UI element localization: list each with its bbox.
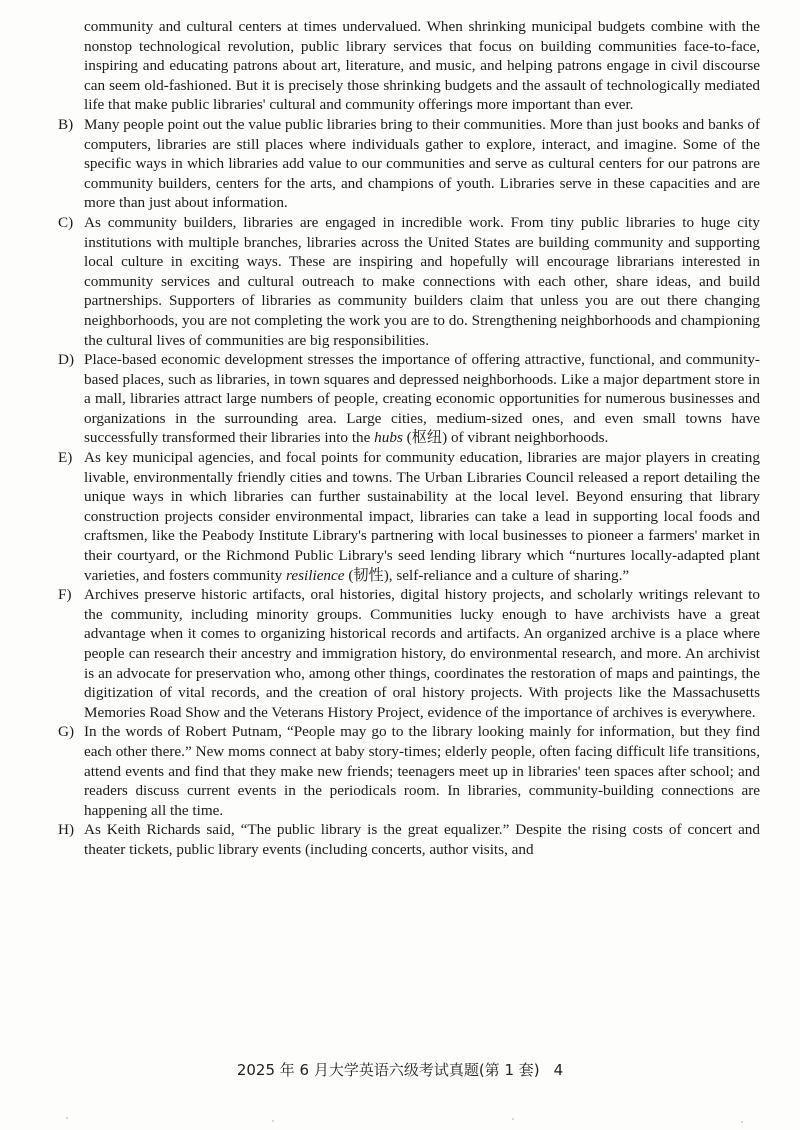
italic-term: resilience — [286, 566, 345, 584]
scan-speck — [512, 1118, 514, 1120]
footer-title: 2025 年 6 月大学英语六级考试真题(第 1 套) — [236, 1061, 540, 1079]
paragraph-marker: H) — [58, 821, 75, 839]
paragraph-marker: D) — [58, 351, 75, 369]
paragraph-d — [58, 350, 760, 448]
paragraph-text — [84, 448, 760, 585]
paragraph-marker: E) — [58, 449, 73, 467]
paragraph-marker: G) — [58, 723, 75, 741]
text-segment: (韧性), self-reliance and a culture of sharing.” — [348, 566, 630, 584]
paragraph-e — [58, 448, 760, 585]
scan-speck — [66, 1117, 68, 1119]
text-segment: As key municipal agencies, and focal points for community education, libraries are major players in creating livable, environmentally friendly cities and towns. The Urban Libraries Council released a report detailing the unique ways in which libraries can further sustainability at the local level. Beyond ensuring that library construction projects consider environmental impact, libraries can take a lead in supporting local foods and craftsmen, like the Peabody Institute Library's partnering with local businesses to pioneer a farmers' market in their courtyard, or the Richmond Public Library's seed lending library which “nurtures locally-adapted plant varieties, and fosters community — [84, 449, 760, 584]
paragraph-b — [58, 115, 760, 213]
paragraph-h — [58, 820, 760, 859]
paragraph-text — [84, 350, 760, 448]
text-segment: Place-based economic development stresses the importance of offering attractive, functional, and community-based places, such as libraries, in town squares and depressed neighborhoods. Like a major department store in a mall, libraries attract large numbers of people, creating economic opportunities for numerous businesses and organizations in the surrounding area. Large cities, medium-sized ones, and even small towns have successfully transformed their libraries into the — [84, 351, 760, 447]
paragraph-text: In the words of Robert Putnam, “People may go to the library looking mainly for information, but they find each other there.” New moms connect at baby story-times; elderly people, often facing difficult life transitions, attend events and find that they make new friends; teenagers meet up in libraries' teen spaces after school; and readers discuss current events in the periodicals room. In libraries, community-building connections are happening all the time. — [84, 723, 760, 819]
paragraph-c — [58, 213, 760, 350]
paragraph-text: As community builders, libraries are engaged in incredible work. From tiny public libraries to huge city institutions with multiple branches, libraries across the United States are building community and supporting local culture in exciting ways. These are inspiring and hopefully will encourage librarians interested in community services and cultural outreach to make connections with each other, share ideas, and build partnerships. Supporters of libraries as community builders claim that unless you are out there changing neighborhoods, you are not completing the work you are to do. Strengthening neighborhoods and championing the cultural lives of communities are big responsibilities. — [84, 213, 760, 349]
paragraph-text: As Keith Richards said, “The public library is the great equalizer.” Despite the rising costs of concert and theater tickets, public library events (including concerts, author visits, and — [84, 821, 760, 858]
scan-speck — [741, 1121, 743, 1123]
italic-term: hubs — [374, 429, 403, 447]
page-number: 4 — [553, 1061, 564, 1079]
paragraph-text: community and cultural centers at times undervalued. When shrinking municipal budgets combine with the nonstop technological revolution, public library services that focus on building communities face-to-face, inspiring and educating patrons about art, literature, and music, and helping patrons engage in civil discourse can seem old-fashioned. But it is precisely those shrinking budgets and the assault of technologically mediated life that make public libraries' cultural and community offerings more important than ever. — [84, 18, 760, 114]
paragraph-marker: B) — [58, 115, 74, 133]
text-segment: (枢纽) of vibrant neighborhoods. — [406, 429, 609, 447]
page-footer — [0, 1060, 800, 1080]
paragraph-g — [58, 722, 760, 820]
paragraph-text: Archives preserve historic artifacts, oral histories, digital history projects, and scholarly writings relevant to the community, including minority groups. Communities lucky enough to have archivists have a great advantage when it comes to organizing historical records and artifacts. An organized archive is a place where people can research their ancestry and immigration history, do environmental research, and more. An archivist is an advocate for preservation who, among other things, coordinates the restoration of maps and paintings, the digitization of vital records, and the creation of oral history projects. With projects like the Massachusetts Memories Road Show and the Veterans History Project, evidence of the importance of archives is everywhere. — [84, 586, 760, 721]
paragraph-marker-empty — [58, 17, 84, 115]
paragraph-marker: C) — [58, 213, 74, 231]
paragraph-text: Many people point out the value public libraries bring to their communities. More than just books and banks of computers, libraries are still places where individuals gather to explore, interact, and imagine. Some of the specific ways in which libraries add value to our communities and serve as cultural centers for our patrons are community builders, centers for the arts, and champions of youth. Libraries serve in these capacities and are more than just about information. — [84, 115, 760, 212]
paragraph-marker: F) — [58, 586, 72, 604]
paragraph-a-continuation — [58, 17, 760, 115]
paragraph-f — [58, 585, 760, 722]
scan-speck — [272, 1120, 274, 1122]
passage-content — [58, 17, 760, 860]
